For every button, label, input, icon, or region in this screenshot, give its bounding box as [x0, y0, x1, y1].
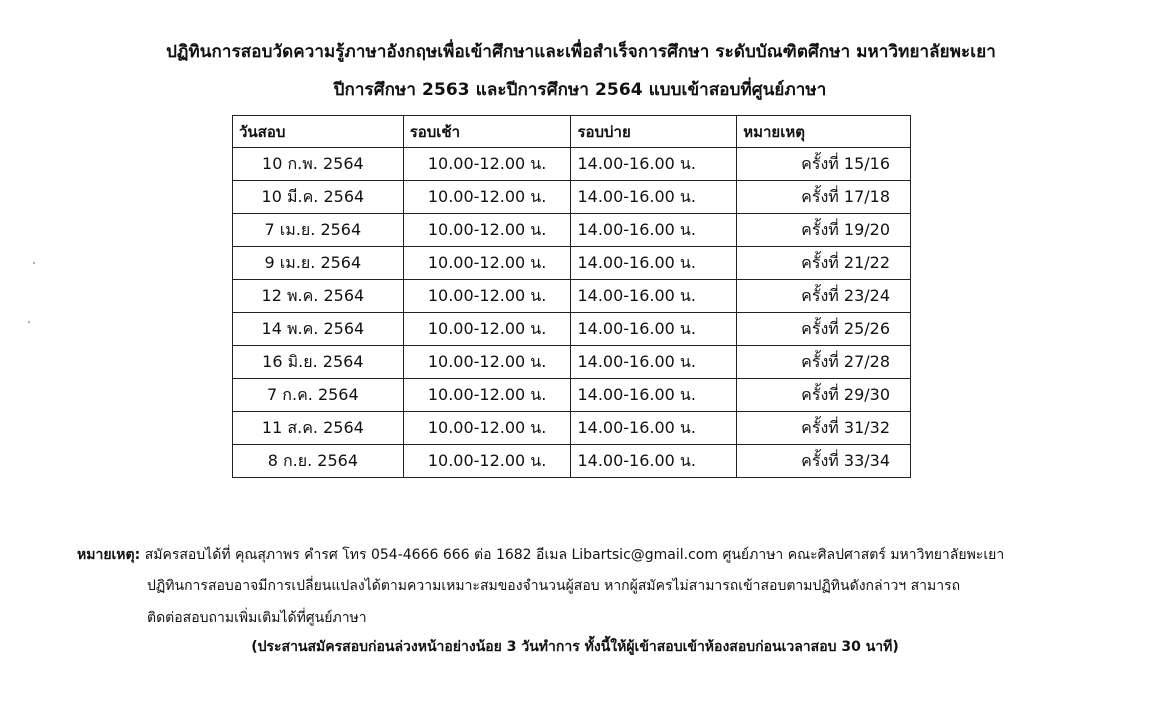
cell-morning-time: 10.00-12.00 น. [403, 346, 571, 379]
table-row [233, 379, 911, 412]
cell-morning-time: 10.00-12.00 น. [403, 247, 571, 280]
note-contact-text: สมัครสอบได้ที่ คุณสุภาพร คำรศ โทร 054-4666 666 ต่อ 1682 อีเมล Libartsic@gmail.com ศูนย์ภาษา คณะศิลปศาสตร์ มหาวิทยาลัยพะเยา [144, 547, 1005, 563]
cell-afternoon-time: 14.00-16.00 น. [571, 379, 737, 412]
cell-afternoon-time: 14.00-16.00 น. [571, 214, 737, 247]
note-contact-language-center: ติดต่อสอบถามเพิ่มเติมได้ที่ศูนย์ภาษา [147, 610, 367, 626]
cell-morning-time: 10.00-12.00 น. [403, 214, 571, 247]
cell-afternoon-time: 14.00-16.00 น. [571, 313, 737, 346]
cell-exam-date: 14 พ.ค. 2564 [233, 313, 404, 346]
header-remark: หมายเหตุ [737, 116, 911, 148]
cell-remark: ครั้งที่ 33/34 [737, 445, 911, 478]
cell-morning-time: 10.00-12.00 น. [403, 181, 571, 214]
cell-afternoon-time: 14.00-16.00 น. [571, 412, 737, 445]
cell-remark: ครั้งที่ 29/30 [737, 379, 911, 412]
cell-exam-date: 9 เม.ย. 2564 [233, 247, 404, 280]
document-subtitle: ปีการศึกษา 2563 และปีการศึกษา 2564 แบบเข้าสอบที่ศูนย์ภาษา [333, 80, 827, 100]
cell-remark: ครั้งที่ 15/16 [737, 148, 911, 181]
cell-morning-time: 10.00-12.00 น. [403, 280, 571, 313]
cell-exam-date: 7 ก.ค. 2564 [233, 379, 404, 412]
cell-exam-date: 7 เม.ย. 2564 [233, 214, 404, 247]
cell-remark: ครั้งที่ 19/20 [737, 214, 911, 247]
cell-remark: ครั้งที่ 25/26 [737, 313, 911, 346]
cell-remark: ครั้งที่ 27/28 [737, 346, 911, 379]
header-exam-date: วันสอบ [233, 116, 404, 148]
cell-morning-time: 10.00-12.00 น. [403, 445, 571, 478]
table-row [233, 247, 911, 280]
cell-afternoon-time: 14.00-16.00 น. [571, 346, 737, 379]
cell-exam-date: 12 พ.ค. 2564 [233, 280, 404, 313]
table-row [233, 181, 911, 214]
cell-afternoon-time: 14.00-16.00 น. [571, 247, 737, 280]
cell-exam-date: 11 ส.ค. 2564 [233, 412, 404, 445]
table-row [233, 280, 911, 313]
table-row [233, 445, 911, 478]
header-afternoon-session: รอบบ่าย [571, 116, 737, 148]
scan-speck [33, 262, 35, 264]
cell-morning-time: 10.00-12.00 น. [403, 313, 571, 346]
note-contact [77, 544, 1004, 566]
cell-afternoon-time: 14.00-16.00 น. [571, 445, 737, 478]
note-schedule-change: ปฏิทินการสอบอาจมีการเปลี่ยนแปลงได้ตามความเหมาะสมของจำนวนผู้สอบ หากผู้สมัครไม่สามารถเข้าสอบตามปฏิทินดังกล่าวฯ สามารถ [147, 578, 961, 594]
exam-schedule-table [232, 115, 911, 478]
cell-remark: ครั้งที่ 17/18 [737, 181, 911, 214]
table-row [233, 412, 911, 445]
cell-exam-date: 16 มิ.ย. 2564 [233, 346, 404, 379]
table-row [233, 313, 911, 346]
table-row [233, 214, 911, 247]
cell-morning-time: 10.00-12.00 น. [403, 379, 571, 412]
cell-remark: ครั้งที่ 21/22 [737, 247, 911, 280]
cell-remark: ครั้งที่ 31/32 [737, 412, 911, 445]
table-row [233, 346, 911, 379]
cell-exam-date: 8 ก.ย. 2564 [233, 445, 404, 478]
cell-exam-date: 10 มี.ค. 2564 [233, 181, 404, 214]
document-title: ปฏิทินการสอบวัดความรู้ภาษาอังกฤษเพื่อเข้าศึกษาและเพื่อสำเร็จการศึกษา ระดับบัณฑิตศึกษา มหาวิทยาลัยพะเยา [166, 42, 996, 62]
cell-morning-time: 10.00-12.00 น. [403, 412, 571, 445]
scan-speck [28, 321, 30, 323]
header-morning-session: รอบเช้า [403, 116, 571, 148]
note-label: หมายเหตุ: [77, 547, 141, 563]
cell-afternoon-time: 14.00-16.00 น. [571, 280, 737, 313]
table-row [233, 148, 911, 181]
cell-exam-date: 10 ก.พ. 2564 [233, 148, 404, 181]
cell-remark: ครั้งที่ 23/24 [737, 280, 911, 313]
cell-afternoon-time: 14.00-16.00 น. [571, 181, 737, 214]
cell-afternoon-time: 14.00-16.00 น. [571, 148, 737, 181]
table-header-row [233, 116, 911, 148]
cell-morning-time: 10.00-12.00 น. [403, 148, 571, 181]
note-registration-advance: (ประสานสมัครสอบก่อนล่วงหน้าอย่างน้อย 3 วันทำการ ทั้งนี้ให้ผู้เข้าสอบเข้าห้องสอบก่อนเวลาสอบ 30 นาที) [251, 639, 899, 655]
